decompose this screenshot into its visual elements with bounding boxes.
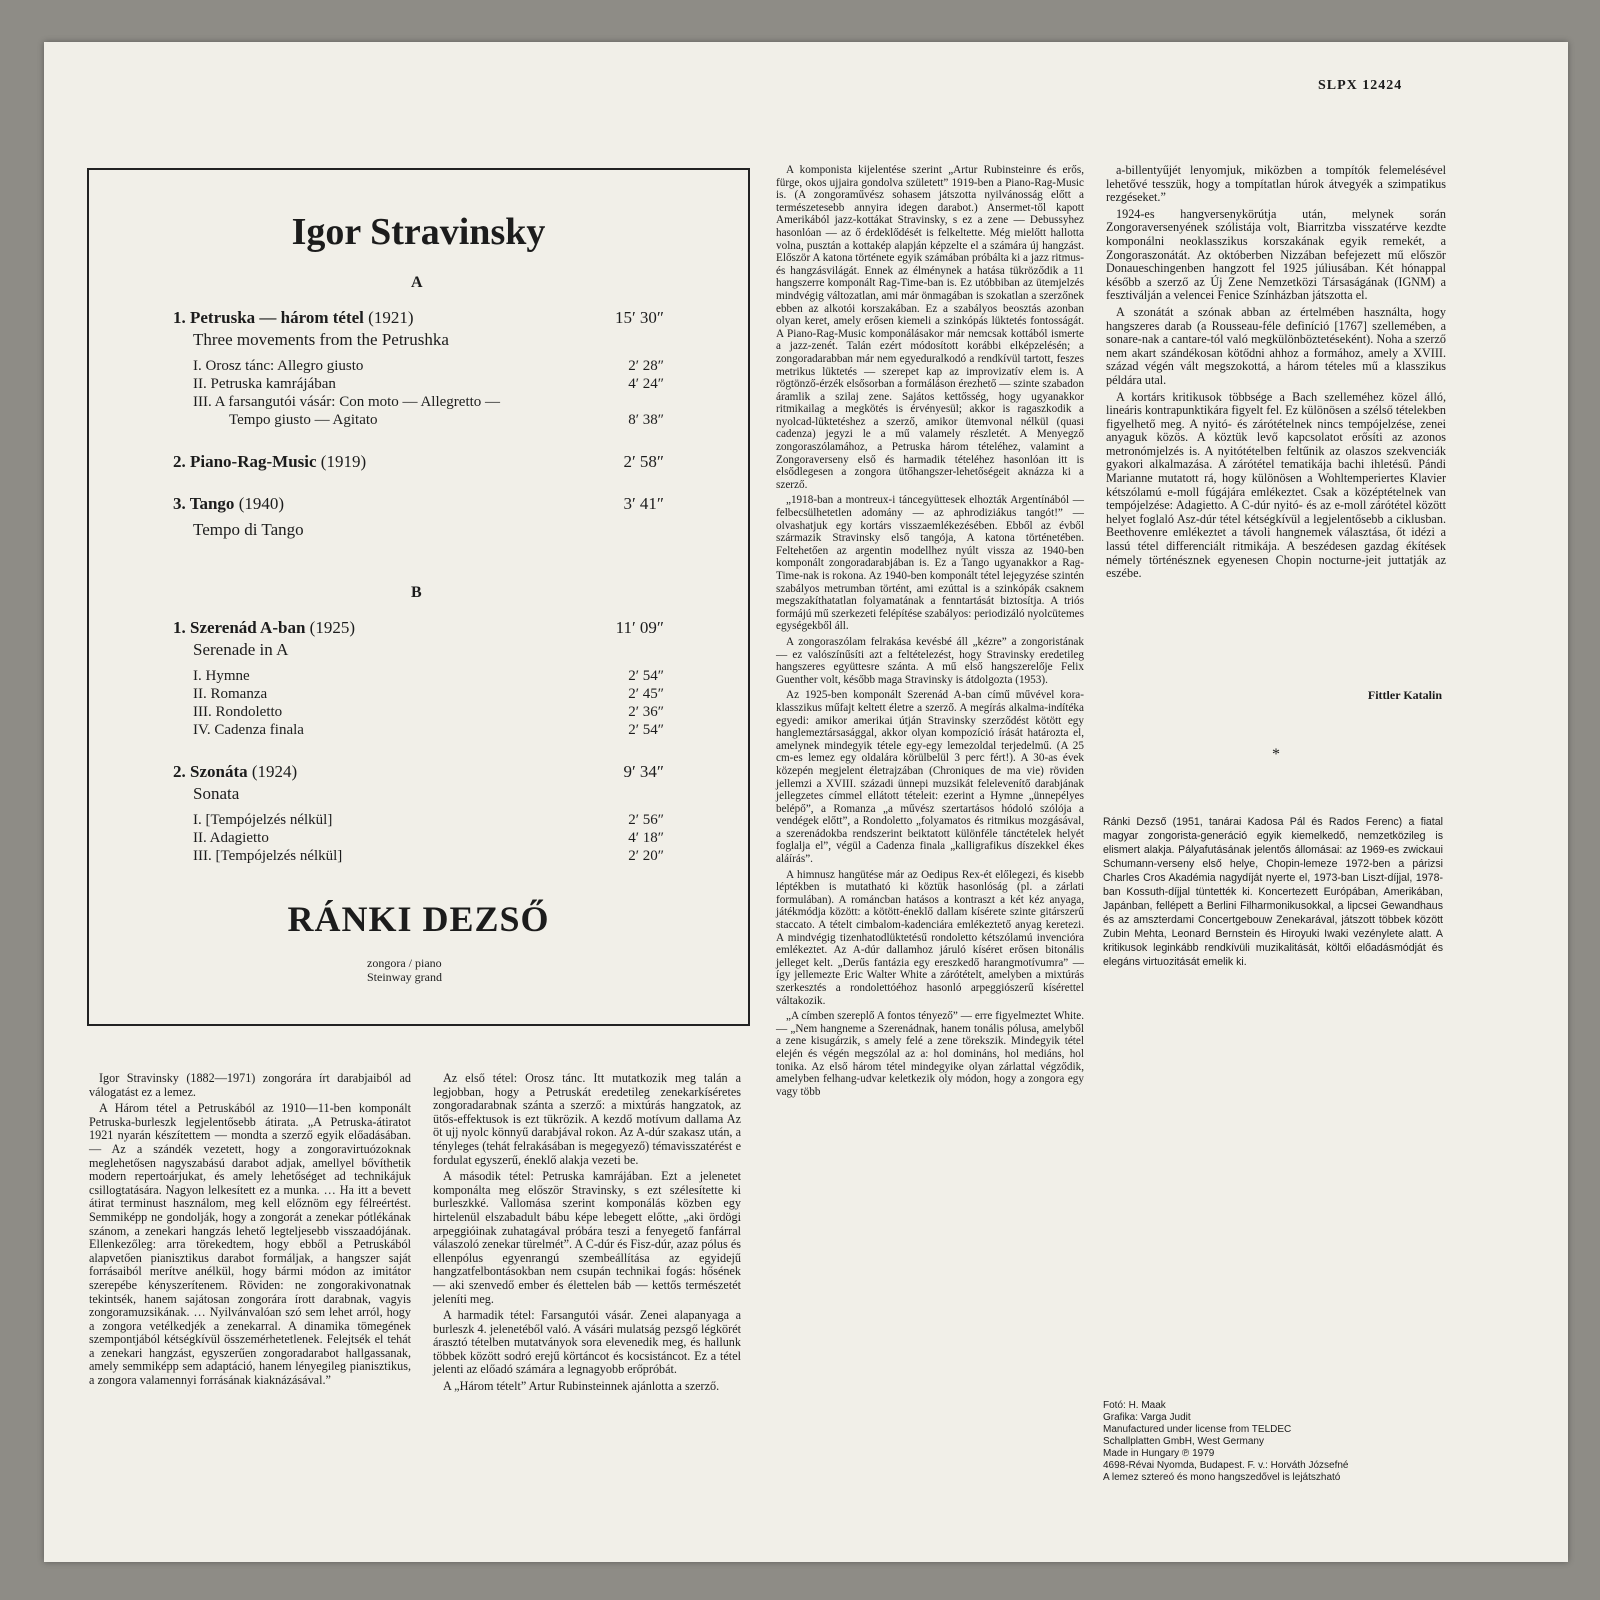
track-a1-duration: 15′ 30″ xyxy=(614,308,664,327)
artist-name: RÁNKI DEZSŐ xyxy=(287,899,550,939)
notes-paragraph: Igor Stravinsky (1882—1971) zongorára írt darabjaiból ad válogatást ez a lemez. xyxy=(89,1071,411,1099)
track-a2-title: 2. Piano-Rag-Music xyxy=(173,452,317,471)
track-b1-title: 1. Szerenád A-ban xyxy=(173,618,306,637)
movement-b1-1: I. Hymne xyxy=(193,668,250,684)
track-b1-subtitle: Serenade in A xyxy=(193,640,289,659)
instrument-line-2: Steinway grand xyxy=(367,970,442,984)
track-a1-subtitle: Three movements from the Petrushka xyxy=(193,330,449,349)
credit-line: Fotó: H. Maak xyxy=(1103,1400,1166,1411)
movement-b2-2: II. Adagietto xyxy=(193,830,269,846)
movement-a1-2-duration: 4′ 24″ xyxy=(628,376,664,392)
track-a3-duration: 3′ 41″ xyxy=(623,494,664,513)
credit-line: 4698-Révai Nyomda, Budapest. F. v.: Horváth Józsefné xyxy=(1103,1460,1349,1471)
notes-paragraph: A harmadik tétel: Farsangutói vásár. Zenei alapanyaga a burleszk 4. jelenetéből való. A vásári mulatság pezsgő légkörét árasztó tételben mutatványok sora elevenedik meg, és hallunk többek között sodró erejű körtáncot és kocsistáncot. Ez a tétel jelenti az előadó számára a legnagyobb erőpróbát. xyxy=(433,1308,741,1377)
movement-b2-3: III. [Tempójelzés nélkül] xyxy=(193,848,343,864)
movement-b1-2-duration: 2′ 45″ xyxy=(628,686,664,702)
movement-b2-2-duration: 4′ 18″ xyxy=(628,830,664,846)
notes-paragraph: A kortárs kritikusok többsége a Bach szelleméhez közel álló, lineáris kontrapunktikára figyelt fel. Ez különösen a szélső tételekben figyelhető meg. A nyitó- és zárótételnek nincs tempójelzése, zenei anyaguk közös. A köztük levő kapcsolatot erősíti az azonos metronómjelzés is. A nyitótételben feltűnik az olaszos szekvenciák gyakori alkalmazása. A zárótétel tematikája bachi ihletésű. Pándi Marianne mutatott rá, hogy különösen a Wohltemperiertes Klavier kétszólamú e-moll fúgájára emlékeztet. Csak a középtételnek van tempójelzése: Adagietto. A C-dúr nyitó- és az e-moll zárótétel között helyet foglaló Asz-dúr tétel kétségkívül a legjelentősebb a ciklusban. Beethovenre emlékeztet a távoli hangnemek választása, őt idézi a lassú tétel differenciált ritmikája. A beszédesen gazdag ékítések némely történésznek egyenesen Chopin nocturne-jeit juttatják az eszébe. xyxy=(1106,389,1446,581)
notes-paragraph: Az első tétel: Orosz tánc. Itt mutatkozik meg talán a legjobban, hogy a Petruskát eredetileg zenekarkíséretes zongoradarabnak szánta a szerző: a mixtúrás hangzatok, az ütős-effektusok is ezt tükrözik. A kezdő motívum dallama Az öt ujj nyolc könnyű darabjával rokon. Az A-dúr szakasz után, a tényleges (tehát felrakásában is megegyező) témavisszatérést e fordulat egyszerű, éneklő alakja vezeti be. xyxy=(433,1071,741,1167)
side-a-label: A xyxy=(411,274,423,291)
artist-bio: Ránki Dezső (1951, tanárai Kadosa Pál és Rados Ferenc) a fiatal magyar zongorista-generáció egyik kiemelkedő, nemzetközileg is elismert alakja. Pályafutásának jelentős állomásai: az 1969-es zwickaui Schumann-verseny első helye, Chopin-lemeze 1972-ben a párizsi Charles Cros Akadémia nagydíját nyerte el, 1973-ban Liszt-díjjal, 1978-ban Kossuth-díjjal tüntették ki. Koncertezett Európában, Amerikában, Japánban, fellépett a Berlini Filharmonikusokkal, a lipcsei Gewandhaus és az amszterdami Concertgebouw Zenekarával, játszott többek között Zubin Mehta, Leonard Bernstein és Hiroyuki Iwaki vezénylete alatt. A kritikusok leginkább rendkívüli muzikalitását, költői előadásmódját és elegáns virtuozitását emelik ki. xyxy=(1103,816,1443,968)
movement-a1-3: III. A farsangutói vásár: Con moto — Allegretto — xyxy=(193,394,501,410)
notes-paragraph: A komponista kijelentése szerint „Artur Rubinsteinre és erős, fürge, okos ujjaira gondolva született” 1919-ben a Piano-Rag-Music is. (A zongoraművész sohasem játszotta nyilvánosság előtt a természetesebb annyira idegen darabot.) Ansermet-től kapott Amerikából jazz-kottákat Stravinsky, s ez a zene — Debussyhez hasonlóan — az ő érdeklődését is felkeltette. Még mielőtt hallotta volna, pusztán a kottakép alapján képzelte el a számára új hangzást. Először A katona története egyik számában próbálta ki a jazz ritmus- és hangzásvilágát. Ennek az élménynek a hatása tükröződik a 11 hangszerre komponált Rag-Time-ban is. Ez utóbbiban az ütemjelzés mindvégig változatlan, ami már önmagában is szokatlan a szerzőnek ebben az alkotói korszakában. Ez a szabályos beosztás azonban olyan keret, amely erősen kiemeli a szinkópás lüktetés fontosságát. A Piano-Rag-Music komponálásakor már nemcsak kottából ismerte a jazz-zenét. Talán ezért módosított korábbi elképzelésén; a zongoradarabban már nem egyeduralkodó a rendkívül tartott, feszes metrikus lüktetés — szerepet kap az improvizatív elem is. A rögtönző-érzék elsősorban a formáláson érezhető — szinte szabadon áramlik a szilaj zene. Sajátos kettősség, hogy ugyanakkor ritmikailag a megkötés is érvényesül; akkor is ragaszkodik a nyolcad-lüktetéshez a szerző, amikor ütemvonal nélkül (quasi cadenza) jegyzi le a mű valamely részletét. A Menyegző zongoraszólamához, a Petruska három tételéhez, valamint a Zongoraverseny első és harmadik tételéhez hasonlóan itt is elsődlegesen a zongora ütőhangszer-lehetőségeit aknázza ki a szerző. xyxy=(776,164,1084,491)
notes-column-3 xyxy=(776,164,1084,1101)
movement-b1-3-duration: 2′ 36″ xyxy=(628,704,664,720)
movement-a1-1-duration: 2′ 28″ xyxy=(628,358,664,374)
notes-paragraph: a-billentyűjét lenyomjuk, miközben a tompítók felemelésével lehetővé tesszük, hogy a tompítatlan húrok átvegyék a szimpatikus rezgéseket.” xyxy=(1106,163,1446,205)
catalog-number: SLPX 12424 xyxy=(1318,78,1403,93)
notes-signature: Fittler Katalin xyxy=(1367,688,1442,702)
notes-paragraph: Az 1925-ben komponált Szerenád A-ban című művével kora-klasszikus műfajt keltett életre a szerző. A megírás alkalma-indítéka egyedi: amikor amerikai útján Stravinsky szerződést kötött egy hanglemeztársasággal, akkor olyan kompozíció írását határozta el, amelynek mindegyik tétele egy-egy lemezoldal terjedelmű. (A 25 cm-es lemez egy oldalára körülbelül 3 perc fért!). A 30-as évek közepén megjelent életrajzában (Chroniques de ma vie) röviden jellemzi a XVIII. századi ünnepi muzsikát felelevenítő darabjának jellegzetes címmel ellátott tételeit: ezerint a Hymne „ünnepélyes belépő”, a Romanza „a művész szertartásos hódoló szólója a vendégek előtt”, a Rondoletto „folyamatos és ritmikus mozgásával, a szerenádokba rendszerint beiktatott különféle tánctételek helyét foglalja el”, végül a Cadenza finala „kalligrafikus díszekkel ékes aláírás”. xyxy=(776,689,1084,866)
credit-line: Made in Hungary ℗ 1979 xyxy=(1103,1448,1215,1459)
notes-paragraph: A „Három tételt” Artur Rubinsteinnek ajánlotta a szerző. xyxy=(443,1379,720,1394)
track-a3 xyxy=(173,494,284,514)
credit-line: A lemez sztereó és mono hangszedővel is lejátszható xyxy=(1103,1472,1341,1483)
notes-paragraph: A Három tétel a Petruskából az 1910—11-ben komponált Petruska-burleszk legjelentősebb átirata. „A Petruska-átiratot 1921 nyarán készítettem — mondta a szerző egyik előadásában. — Az a szándék vezetett, hogy a zongoravirtuózoknak meglehetősen nagyszabású darabot adjak, amellyel bővíthetik modern repertoárjukat, és amely lehetőséget ad technikájuk csillogtatására. Nagyon lelkesített ez a munka. … Ha itt a bevett átirat terminust használom, meg kell előznöm egy félreértést. Semmiképp ne gondolják, hogy a zongorát a zenekar pótlékának szánom, a zenekari hangzás lehető legteljesebb visszaadójának. Ellenkezőleg: arra törekedtem, hogy ebből a Petruskából alapvetően pianisztikus darabot formáljak, a hangszer saját forrásaiból merítve anélkül, hogy bármi módon az imitátor szerepébe kényszerítenem. Röviden: ne zongorakivonatnak tekintsék, hanem sajátosan zongorára írott darabnak, vagyis zongoramuzsikának. … Nyilvánvalóan szó sem lehet arról, hogy a zongora vetélkedjék a zenekarral. A dinamika tömegének szempontjából kétségkívül összemérhetetlenek. Felejtsék el tehát a zenekari hangzást, egyszerűen zongoradarabot hallgassanak, amely semmiképp sem adaptáció, hanem lényegileg pianisztikus, a zongora valamennyi forrásának kiaknázásával.” xyxy=(89,1101,411,1388)
movement-a1-3-duration: 8′ 38″ xyxy=(628,412,664,428)
notes-paragraph: A zongoraszólam felrakása kevésbé áll „kézre” a zongoristának — ez valószínűsíti azt a feltételezést, hogy Stravinsky eredetileg hangszeres együttesre szánta. A mű első hangszerelője Felix Guenther volt, később maga Stravinsky is átdolgozta (1953). xyxy=(776,635,1084,686)
composer-title: Igor Stravinsky xyxy=(291,211,546,253)
track-b2-year: (1924) xyxy=(251,762,298,781)
notes-paragraph: „A címben szereplő A fontos tényező” — erre figyelmeztet White. — „Nem hangneme a Szerenádnak, hanem tonális pólusa, amelyből a zene kisugárzik, s amely felé a zene törekszik. Mindegyik tétel elején és végén megszólal az a: hol domináns, hol mediáns, hol tonika. Az első három tétel mindegyike olyan zárlattal végződik, amelyben felhang-udvar keletkezik oly módon, hogy a zongora egy vagy több xyxy=(776,1010,1084,1098)
instrument-info xyxy=(367,956,442,984)
movement-b1-4-duration: 2′ 54″ xyxy=(628,722,664,738)
movement-a1-2: II. Petruska kamrájában xyxy=(193,376,336,392)
notes-column-1 xyxy=(89,1072,411,1391)
movement-a1-1: I. Orosz tánc: Allegro giusto xyxy=(193,358,364,374)
notes-paragraph: A himnusz hangütése már az Oedipus Rex-ét előlegezi, és kisebb léptékben is mutatható ki köztük hasonlóság (pl. a zárlati formulában). A románcban hatásos a kontraszt a két kéz anyaga, játékmódja között: a kötött-éneklő dallam kísérete szinte gitárszerű staccato. A tételt cimbalom-kadenciára emlékeztető anyag keretezi. A mindvégig tizenhatodlüktetésű rondoletto kétszólamú invencióra emlékeztet. Az A-dúr dallamhoz járuló kíséret erősen bitonális jelleget kelt. „Derűs fantázia egy ereszkedő harangmotívumra” — így jellemezte Eric Walter White a zárótételt, amelyben a mixtúrás szerkesztés a rondolettóéhoz hasonló arpeggiószerű kísérettel váltakozik. xyxy=(776,868,1084,1007)
track-a1-year: (1921) xyxy=(368,308,414,327)
notes-paragraph: 1924-es hangversenykörútja után, melynek során Zongoraversenyének szólistája volt, Biarritzba visszatérve kezdte komponálni neoklasszikus korszakának egyik remekét, a Zongoraszonátát. Az októberben Nizzában befejezett mű először Donaueschingenben hangzott fel 1925 júliusában. Két hónappal később a szerző az Új Zene Nemzetközi Társaságának (IGNM) a fesztiválján a velencei Fenice Színházban játszotta el. xyxy=(1106,206,1446,303)
notes-paragraph: „1918-ban a montreux-i táncegyüttesek elhozták Argentínából — felbecsülhetetlen adomány — az aphrodiziákus tangót!” — olvashatjuk egy kortárs visszaemlékezésében. Ebből az évből származik Stravinsky első tangója, A katona történetében. Feltehetően az argentin modellhez nyúlt vissza az 1940-ben komponált zongoradarabjában is. Ez a Tango ugyanakkor a Rag-Time-nak is rokona. Az 1940-ben komponált tétel lejegyzése szintén szabályos metrumban történt, ami ezúttal is a szinkópák csaknem megszakíthatatlan folyamatának a fenntartását biztosítja. A triós formájú mű szerkezeti felépítése szabályos: periodizáló nyolcütemes egységekből áll. xyxy=(776,494,1084,633)
movement-a1-3-cont: Tempo giusto — Agitato xyxy=(229,412,378,428)
track-a1-title: 1. Petruska — három tétel xyxy=(173,308,364,327)
track-b1-year: (1925) xyxy=(309,618,355,637)
track-b2-title: 2. Szonáta xyxy=(173,762,248,781)
track-a3-subtitle: Tempo di Tango xyxy=(193,520,304,539)
credit-line: Manufactured under license from TELDEC xyxy=(1103,1424,1292,1435)
notes-paragraph: A szonátát a szónak abban az értelmében használta, hogy hangszeres darab (a Rousseau-féle definíció [1767] szellemében, a sonare-nak a cantare-tól való megkülönböztetéseként). Noha a szerző nem akart szándékosan kötődni ahhoz a formához, amely a XVIII. század végén vált megszokottá, a három tételes mű a klasszikus példára utal. xyxy=(1106,304,1446,387)
track-a1 xyxy=(173,308,413,328)
movement-b1-1-duration: 2′ 54″ xyxy=(628,668,664,684)
instrument-line-1: zongora / piano xyxy=(367,956,442,970)
track-a2 xyxy=(173,452,366,472)
movement-b1-4: IV. Cadenza finala xyxy=(193,722,304,738)
credit-line: Grafika: Varga Judit xyxy=(1103,1412,1191,1423)
notes-paragraph: A második tétel: Petruska kamrájában. Ezt a jelenetet komponálta meg először Stravinsky, s ezt szélesítette ki burleszkké. Vallomása szerint komponálás közben egy hirtelenül elszabadult bábu képe lebegett előtte, „aki ördögi arpeggióinak zuhatagával próbára teszi a fenyegető fanfárral válaszoló zenekar türelmét”. A C-dúr és Fisz-dúr, azaz pólus és ellenpólus egyenrangú szembeállítása az egyidejű hangzatfelbontásokban nem csupán technikai fogás: hősének — aki szenvedő ember és élettelen báb — kettős természetét jeleníti meg. xyxy=(433,1169,741,1306)
movement-b1-3: III. Rondoletto xyxy=(193,704,283,720)
movement-b2-1: I. [Tempójelzés nélkül] xyxy=(193,812,333,828)
credits-block xyxy=(1103,1400,1453,1484)
track-b1-duration: 11′ 09″ xyxy=(615,618,664,637)
credit-line: Schallplatten GmbH, West Germany xyxy=(1103,1436,1264,1447)
side-b-label: B xyxy=(411,584,422,601)
notes-column-4 xyxy=(1106,164,1446,584)
movement-b1-2: II. Romanza xyxy=(193,686,268,702)
track-b2 xyxy=(173,762,297,782)
track-b1 xyxy=(173,618,355,638)
movement-b2-1-duration: 2′ 56″ xyxy=(628,812,664,828)
tracklist-box xyxy=(87,168,750,1026)
track-a2-duration: 2′ 58″ xyxy=(623,452,664,471)
notes-column-2 xyxy=(433,1072,741,1397)
movement-b2-3-duration: 2′ 20″ xyxy=(628,848,664,864)
track-a3-year: (1940) xyxy=(238,494,285,513)
track-b2-subtitle: Sonata xyxy=(193,784,240,803)
track-a2-year: (1919) xyxy=(320,452,367,471)
track-b2-duration: 9′ 34″ xyxy=(623,762,664,781)
track-a3-title: 3. Tango xyxy=(173,494,235,513)
separator-star: * xyxy=(1272,746,1280,763)
